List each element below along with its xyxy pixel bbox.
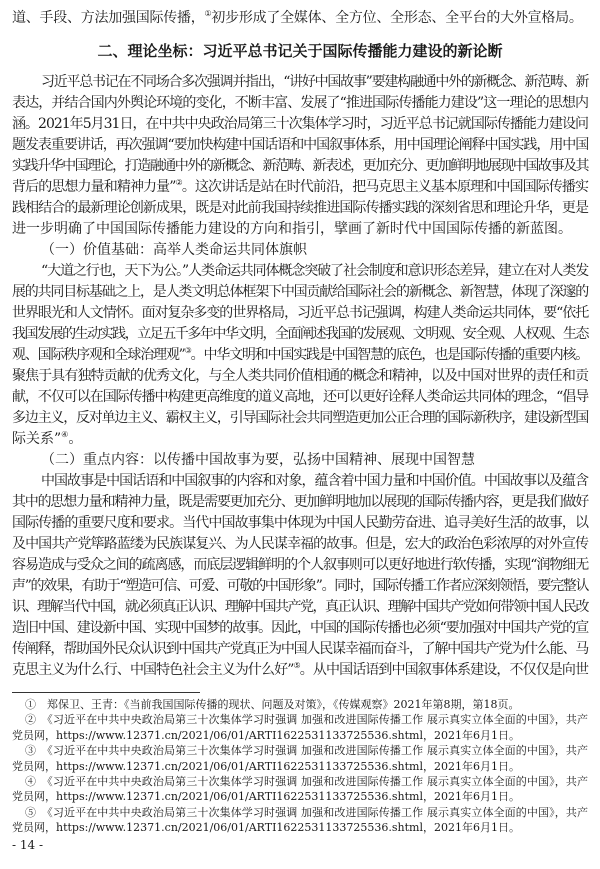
page-number: - 14 - <box>12 838 44 852</box>
text-segment: 进一步明确了中国国际传播能力建设的方向和指引，擘画了新时代中国国际传播的新蓝图。 <box>12 221 572 237</box>
text-segment: 其中的思想力量和精神力量，既是需要更加充分、更加鲜明地加以展现的国际传播内容，更是我们做好 <box>12 494 588 510</box>
text-line <box>41 471 588 492</box>
text-segment: 。从中国话语到中国叙事体系建设，不仅仅是向世 <box>299 662 589 678</box>
text-segment: 中国故事是中国话语和中国叙事的内容和对象，蕴含着中国力量和中国价值。中国故事以及蕴含 <box>41 473 588 489</box>
text-line <box>12 534 588 555</box>
text-line <box>12 492 588 513</box>
footnote-divider <box>12 692 200 693</box>
text-segment: 世界眼光和人文情怀。面对复杂多变的世界格局，习近平总书记强调，构建人类命运共同体，要“依托 <box>12 305 588 321</box>
text-segment: 。 <box>68 431 83 447</box>
text-segment: 造旧中国、建设新中国、实现中国梦的故事。因此，中国的国际传播也必须“要加强对中国共产党的宣 <box>12 620 588 636</box>
footnote-line <box>25 743 588 758</box>
text-line <box>12 156 588 177</box>
text-line <box>12 135 588 156</box>
text-line <box>12 555 588 576</box>
text-line <box>12 114 588 135</box>
footnote-line <box>25 805 588 820</box>
footnote-ref: ① <box>204 9 212 18</box>
text-line <box>41 450 588 471</box>
text-segment: 传阐释，帮助国外民众认识到中国共产党真正为中国人民谋幸福而奋斗，了解中国共产党为什么能、马 <box>12 641 588 657</box>
text-line <box>41 240 588 261</box>
text-segment: 实践升华中国理论，打造融通中外的新概念、新范畴、新表述，更加充分、更加鲜明地展现中国故事及其 <box>12 158 588 174</box>
text-segment: ⑤ 《习近平在中共中央政治局第三十次集体学习时强调 加强和改进国际传播工作 展示真实立体全面的中国》，共产 <box>25 805 588 819</box>
footnote-line <box>12 759 588 774</box>
text-segment: 国际传播的重要尺度和要求。当代中国故事集中体现为中国人民勤劳奋进、追寻美好生活的故事，以 <box>12 515 588 531</box>
text-line <box>12 93 588 114</box>
text-segment: 我国发展的生动实践，立足五千多年中华文明，全面阐述我国的发展观、文明观、安全观、人权观、生态 <box>12 326 588 342</box>
text-line <box>12 513 588 534</box>
text-segment: 及中国共产党筚路蓝缕为民族谋复兴、为人民谋幸福的故事。但是，宏大的政治色彩浓厚的对外宣传 <box>12 536 588 552</box>
text-segment: 。中华文明和中国实践是中国智慧的底色，也是国际传播的重要内核。 <box>190 347 588 363</box>
text-segment: 观、国际秩序观和全球治理观” <box>12 347 185 363</box>
text-line <box>12 198 588 219</box>
footnote-line <box>12 789 588 804</box>
text-segment: ④ 《习近平在中共中央政治局第三十次集体学习时强调 加强和改进国际传播工作 展示真实立体全面的中国》，共产 <box>25 775 588 788</box>
text-line <box>12 639 588 660</box>
text-line <box>12 345 588 366</box>
text-line <box>12 282 588 303</box>
text-segment: 党员网，https://www.12371.cn/2021/06/01/ARTI1622531133725536.shtml，2021年6月1日。 <box>12 728 520 742</box>
text-line <box>41 72 588 93</box>
text-line <box>12 597 588 618</box>
text-line <box>12 219 588 240</box>
footnote-line <box>25 774 588 789</box>
text-segment: ③ 《习近平在中共中央政治局第三十次集体学习时强调 加强和改进国际传播工作 展示真实立体全面的中国》，共产 <box>25 744 588 758</box>
text-segment: 背后的思想力量和精神力量” <box>12 179 176 195</box>
text-segment: ② 《习近平在中共中央政治局第三十次集体学习时强调 加强和改进国际传播工作 展示真实立体全面的中国》，共产 <box>25 713 588 727</box>
text-segment: （一）价值基础：高举人类命运共同体旗帜 <box>41 242 307 258</box>
continued-text-line <box>12 8 588 29</box>
text-line <box>12 576 588 597</box>
text-segment: 。这次讲话是站在时代前沿，把马克思主义基本原理和中国国际传播实 <box>181 179 589 195</box>
text-segment: （二）重点内容：以传播中国故事为要，弘扬中国精神、展现中国智慧 <box>41 452 475 468</box>
text-segment: 克思主义为什么行、中国特色社会主义为什么好” <box>12 662 294 678</box>
section-heading: 二、理论坐标：习近平总书记关于国际传播能力建设的新论断 <box>97 42 503 60</box>
text-segment: 表达，并结合国内外舆论环境的变化，不断丰富、发展了“推进国际传播能力建设”这一理论的思想内 <box>12 95 588 111</box>
footnote-ref: ③ <box>184 346 191 355</box>
text-segment: 题发表重要讲话，再次强调“要加快构建中国话语和中国叙事体系，用中国理论阐释中国实践，用中国 <box>12 137 588 153</box>
footnote-line <box>12 820 588 835</box>
text-segment: 献，不仅可以在国际传播中构建更高维度的道义高地，还可以更好诠释人类命运共同体的理念，“倡导 <box>12 389 588 405</box>
footnote-line <box>12 728 588 743</box>
footnote-ref: ④ <box>61 430 69 439</box>
text-line <box>12 366 588 387</box>
text-line <box>41 261 588 282</box>
text-segment: 识、理解当代中国，就必须真正认识、理解中国共产党，真正认识、理解中国共产党如何带领中国人民改 <box>12 599 588 615</box>
text-line <box>12 429 588 450</box>
text-line <box>12 408 588 429</box>
text-line <box>12 660 588 681</box>
footnote-ref: ⑤ <box>293 661 300 670</box>
text-segment: 道、手段、方法加强国际传播， <box>12 10 205 26</box>
footnote-ref: ② <box>175 178 182 187</box>
text-line <box>12 387 588 408</box>
text-segment: 初步形成了全媒体、全方位、全形态、全平台的大外宣格局。 <box>211 10 583 26</box>
text-segment: 聚焦于具有独特贡献的优秀文化，与全人类共同价值相通的概念和精神，以及中国对世界的责任和贡 <box>12 368 588 384</box>
text-segment: 党员网，https://www.12371.cn/2021/06/01/ARTI1622531133725536.shtml，2021年6月1日。 <box>12 759 520 773</box>
text-segment: 多边主义，反对单边主义、霸权主义，引导国际社会共同塑造更加公正合理的国际新秩序，建设新型国 <box>12 410 588 426</box>
text-line <box>12 177 588 198</box>
text-segment: 涵。2021年5月31日，在中共中央政治局第三十次集体学习时，习近平总书记就国际传播能力建设问 <box>12 116 588 132</box>
text-segment: 声”的效果，有助于“塑造可信、可爱、可敬的中国形象”。同时，国际传播工作者应深刻领悟，要完整认 <box>12 578 588 594</box>
text-segment: 际关系” <box>12 431 62 447</box>
text-segment: 党员网，https://www.12371.cn/2021/06/01/ARTI1622531133725536.shtml，2021年6月1日。 <box>12 790 520 804</box>
text-segment: 习近平总书记在不同场合多次强调并指出，“讲好中国故事”要建构融通中外的新概念、新范畴、新 <box>41 74 589 90</box>
text-segment: 展的共同目标基础之上，是人类文明总体框架下中国贡献给国际社会的新概念、新智慧，体现了深邃的 <box>12 284 588 300</box>
text-line <box>12 618 588 639</box>
text-line <box>12 324 588 345</box>
text-segment: 党员网，https://www.12371.cn/2021/06/01/ARTI1622531133725536.shtml，2021年6月1日。 <box>12 821 520 835</box>
text-segment: 践相结合的最新理论创新成果，既是对此前我国持续推进国际传播实践的深刻省思和理论升华，更是 <box>12 200 588 216</box>
text-segment: ① 郑保卫、王青：《当前我国国际传播的现状、问题及对策》，《传媒观察》2021年第8期，第18页。 <box>25 698 520 711</box>
footnote-line <box>25 697 588 712</box>
text-segment: 容易造成与受众之间的疏离感，而底层逻辑鲜明的个人叙事则可以更好地进行软传播，实现“润物细无 <box>12 557 588 573</box>
text-segment: “大道之行也，天下为公。”人类命运共同体概念突破了社会制度和意识形态差异，建立在对人类发 <box>41 263 588 279</box>
text-line <box>12 303 588 324</box>
footnote-line <box>25 712 588 727</box>
